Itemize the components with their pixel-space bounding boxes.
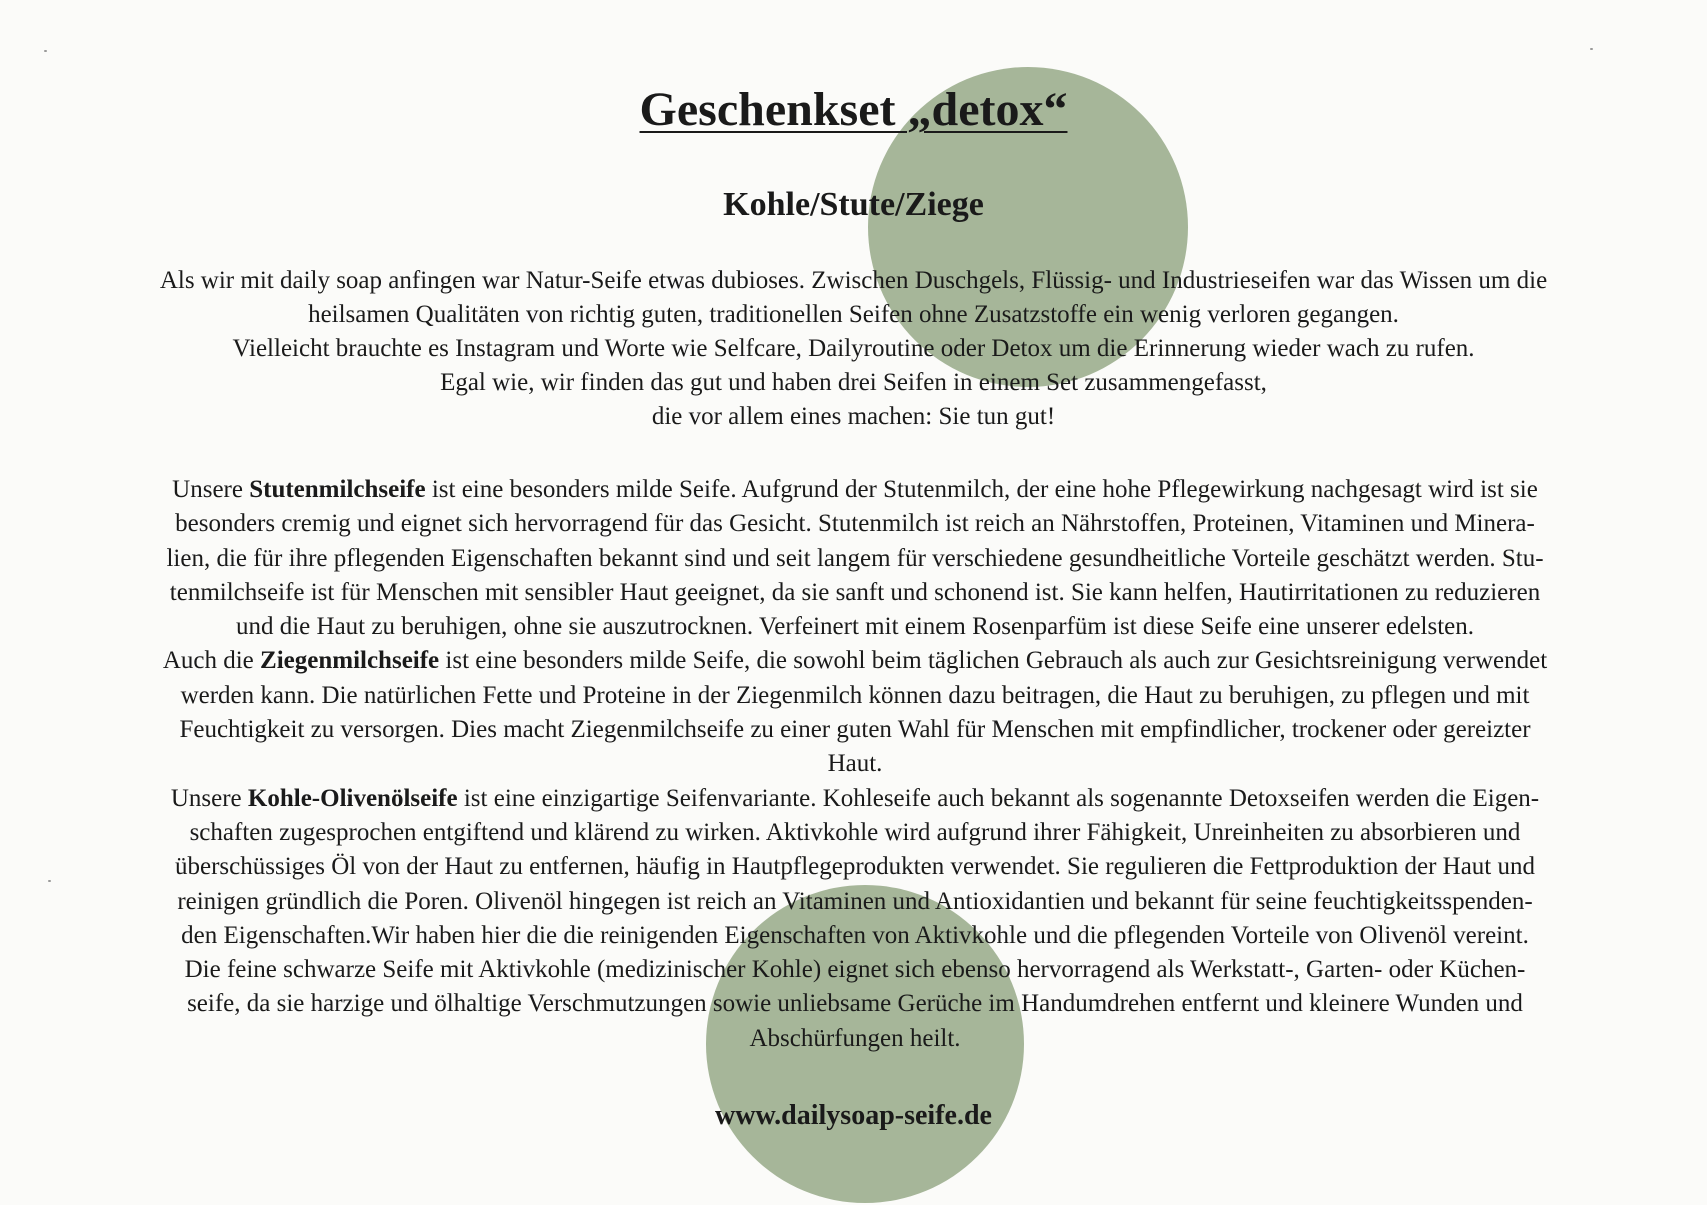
card-subtitle: Kohle/Stute/Ziege	[723, 186, 984, 223]
paragraph-line: tenmilchseife ist für Menschen mit sensibler Haut geeignet, da sie sanft und schonend ist. Sie kann helfen, Hautirritationen zu reduzieren	[169, 578, 1541, 606]
website-url: www.dailysoap-seife.de	[715, 1100, 992, 1131]
paragraph-prefix: Unsere	[172, 476, 250, 503]
intro-line: Vielleicht brauchte es Instagram und Worte wie Selfcare, Dailyroutine oder Detox um die Erinnerung wieder wach zu rufen.	[232, 335, 1475, 362]
intro-line: die vor allem eines machen: Sie tun gut!	[651, 403, 1056, 430]
paragraph-line: werden kann. Die natürlichen Fette und Proteine in der Ziegenmilch können dazu beitragen, die Haut zu beruhigen, zu pflegen und mit	[180, 681, 1530, 709]
card-title-text: Geschenkset „detox“	[639, 83, 1068, 136]
paragraph-prefix: Auch die	[162, 647, 261, 675]
paragraph-line: lien, die für ihre pflegenden Eigenschaften bekannt sind und seit langem für verschiedene gesundheitliche Vorteile geschätzt werden. Stu-	[166, 544, 1544, 572]
soap-descriptions	[60, 473, 1650, 1056]
paragraph-line: und die Haut zu beruhigen, ohne sie auszutrocknen. Verfeinert mit einem Rosenparfüm ist diese Seife eine unserer edelsten.	[235, 613, 1475, 641]
paragraph-line: Die feine schwarze Seife mit Aktivkohle (medizinischer Kohle) eignet sich ebenso hervorragend als Werkstatt-, Garten- oder Küchen-	[184, 956, 1526, 984]
paper-speck	[1590, 48, 1593, 50]
card-title	[0, 82, 1707, 138]
paragraph-line: reinigen gründlich die Poren. Olivenöl hingegen ist reich an Vitaminen und Antioxidantien und bekannt für seine feuchtigkeitsspenden-	[177, 887, 1533, 915]
paragraph-line: Abschürfungen heilt.	[749, 1024, 961, 1052]
paragraph-first-line	[60, 644, 1650, 678]
paragraph-text: ist eine einzigartige Seifenvariante. Kohleseife auch bekannt als sogenannte Detoxseifen werden die Eigen-	[457, 784, 1540, 812]
paragraph-line: schaften zugesprochen entgiftend und klärend zu wirken. Aktivkohle wird aufgrund ihrer Fähigkeit, Unreinheiten zu absorbieren und	[189, 818, 1521, 846]
intro-line: Egal wie, wir finden das gut und haben drei Seifen in einem Set zusammengefasst,	[440, 369, 1267, 396]
paragraph-text: ist eine besonders milde Seife, die sowohl beim täglichen Gebrauch als auch zur Gesichtsreinigung verwendet	[439, 647, 1548, 675]
paragraph-line: den Eigenschaften.Wir haben hier die die reinigenden Eigenschaften von Aktivkohle und die pflegenden Vorteile von Olivenöl vereint.	[181, 921, 1529, 949]
paragraph-line: Feuchtigkeit zu versorgen. Dies macht Ziegenmilchseife zu einer guten Wahl für Menschen mit empfindlicher, trockener oder gereizter	[179, 716, 1531, 744]
intro-line: heilsamen Qualitäten von richtig guten, traditionellen Seifen ohne Zusatzstoffe ein wenig verloren gegangen.	[308, 301, 1399, 328]
paper-speck	[48, 880, 51, 882]
paragraph-line: Haut.	[827, 750, 883, 778]
intro-paragraph	[50, 264, 1657, 434]
paragraph-line: seife, da sie harzige und ölhaltige Verschmutzungen sowie unliebsame Gerüche im Handumdrehen entfernt und kleinere Wunden und	[187, 990, 1523, 1018]
soap-name-kohle: Kohle-Olivenölseife	[247, 784, 458, 812]
paragraph-prefix: Unsere	[170, 784, 248, 812]
paragraph-first-line	[60, 782, 1650, 816]
ziegenmilch-paragraph	[60, 644, 1650, 781]
paragraph-text: ist eine besonders milde Seife. Aufgrund der Stutenmilch, der eine hohe Pflegewirkung nachgesagt wird ist sie	[425, 476, 1538, 503]
kohle-paragraph	[60, 782, 1650, 1056]
paragraph-line: besonders cremig und eignet sich hervorragend für das Gesicht. Stutenmilch ist reich an Nährstoffen, Proteinen, Vitaminen und Minera-	[175, 510, 1535, 538]
paper-speck	[44, 50, 47, 52]
intro-line: Als wir mit daily soap anfingen war Natur-Seife etwas dubioses. Zwischen Duschgels, Flüssig- und Industrieseifen war das Wissen um die	[159, 267, 1548, 294]
paragraph-first-line	[60, 473, 1650, 507]
soap-name-ziegenmilch: Ziegenmilchseife	[260, 647, 440, 675]
stutenmilch-paragraph	[60, 473, 1650, 644]
soap-name-stutenmilch: Stutenmilchseife	[249, 476, 426, 503]
paragraph-line: überschüssiges Öl von der Haut zu entfernen, häufig in Hautpflegeprodukten verwendet. Sie regulieren die Fettproduktion der Haut und	[174, 853, 1536, 881]
